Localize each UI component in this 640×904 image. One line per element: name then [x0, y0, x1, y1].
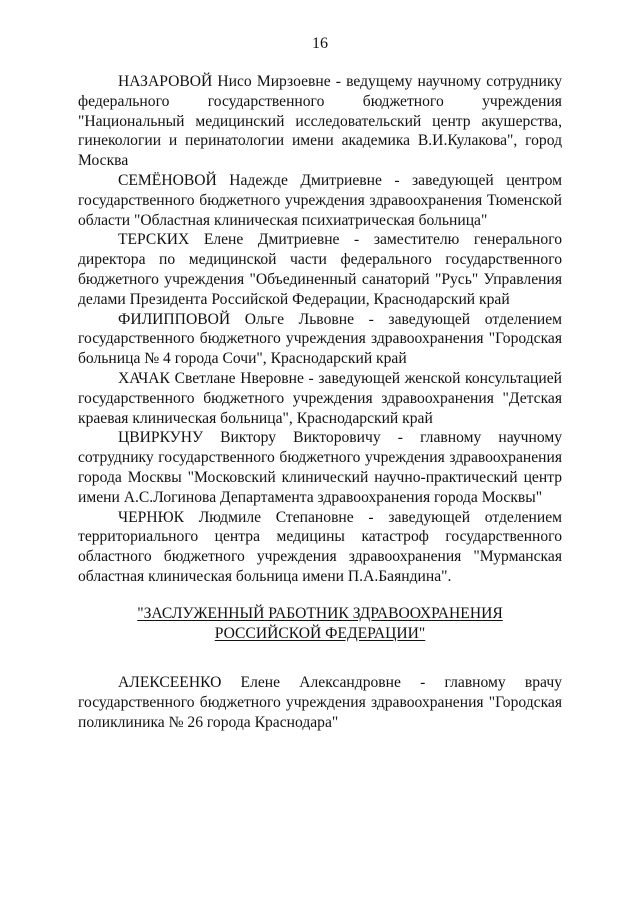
award-entry-chernyuk: ЧЕРНЮК Людмиле Степановне - заведующей отделением территориального центра медицины катастроф государственного областного бюджетного учреждения здравоохранения "Мурманская областная клиническая больница имени П.А.Баяндина". [78, 508, 562, 585]
award-entry-terskikh: ТЕРСКИХ Елене Дмитриевне - заместителю генерального директора по медицинской части федерального государственного бюджетного учреждения "Объединенный санаторий "Русь" Управления делами Президента Российской Федерации, Краснодарский край [78, 231, 562, 308]
document-body [78, 72, 562, 733]
award-entry-nazarova: НАЗАРОВОЙ Нисо Мирзоевне - ведущему научному сотруднику федерального государственного бюджетного учреждения "Национальный медицинский исследовательский центр акушерства, гинекологии и перинатологии имени академика В.И.Кулакова", город Москва [78, 73, 562, 170]
section-heading-line-2: РОССИЙСКОЙ ФЕДЕРАЦИИ" [214, 624, 426, 642]
award-entry-khachak: ХАЧАК Светлане Нверовне - заведующей женской консультацией государственного бюджетного учреждения здравоохранения "Детская краевая клиническая больница", Краснодарский край [78, 369, 562, 427]
section-heading-line-1: "ЗАСЛУЖЕННЫЙ РАБОТНИК ЗДРАВООХРАНЕНИЯ [137, 604, 503, 622]
award-entry-semenova: СЕМЁНОВОЙ Надежде Дмитриевне - заведующей центром государственного бюджетного учреждения здравоохранения Тюменской области "Областная клиническая психиатрическая больница" [78, 171, 562, 229]
section-heading [78, 604, 562, 644]
page-number: 16 [312, 35, 328, 52]
award-entry-alekseenko: АЛЕКСЕЕНКО Елене Александровне - главному врачу государственного бюджетного учреждения здравоохранения "Городская поликлиника № 26 города Краснодара" [78, 674, 562, 731]
award-entry-filippova: ФИЛИППОВОЙ Ольге Львовне - заведующей отделением государственного бюджетного учреждения здравоохранения "Городская больница № 4 города Сочи", Краснодарский край [78, 310, 562, 368]
award-entry-tsvirkun: ЦВИРКУНУ Виктору Викторовичу - главному научному сотруднику государственного бюджетного учреждения здравоохранения города Москвы "Московский клинический научно-практический центр имени А.С.Логинова Департамента здравоохранения города Москвы" [78, 429, 562, 506]
